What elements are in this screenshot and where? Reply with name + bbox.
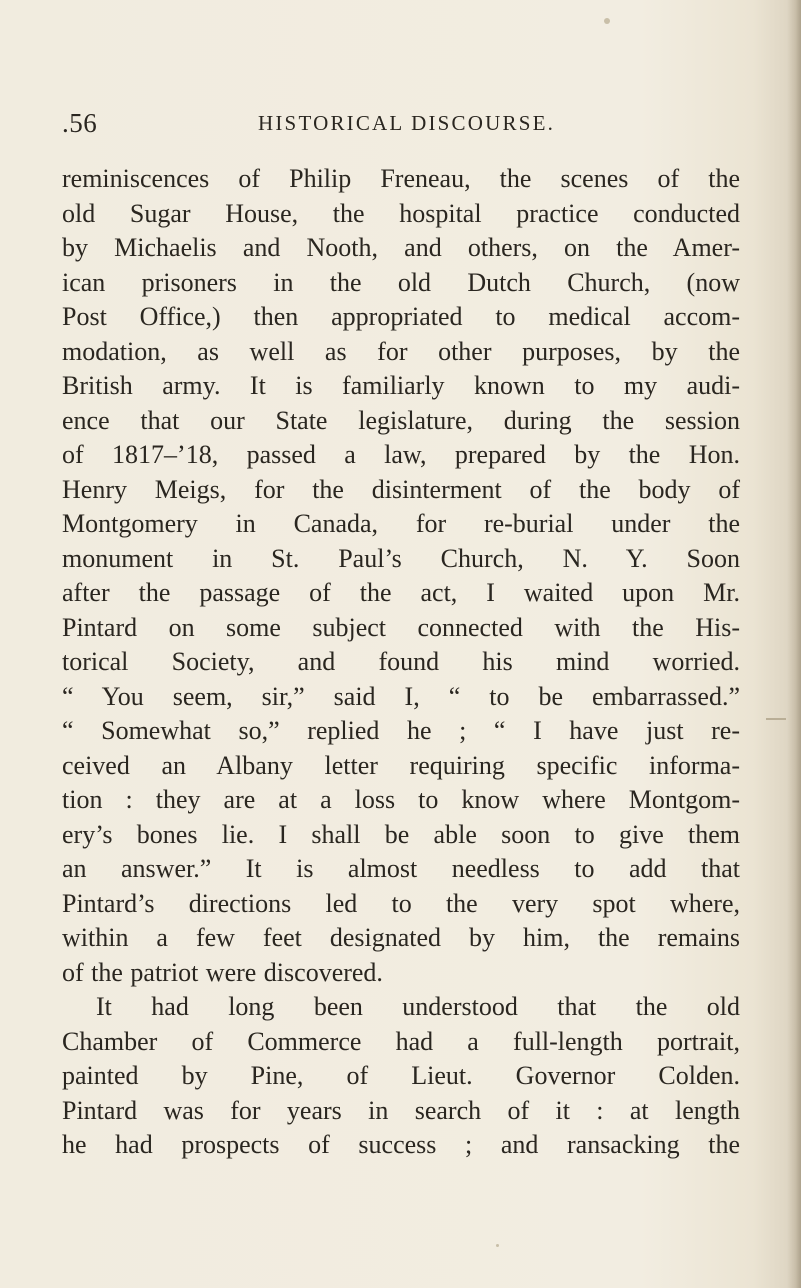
text-line: by Michaelis and Nooth, and others, on the Amer- [62,233,740,262]
text-line: an answer.” It is almost needless to add that [62,854,740,883]
page-header [62,108,738,138]
text-line: Pintard was for years in search of it : at length [62,1095,740,1125]
text-line: Post Office,) then appropriated to medical accom- [62,302,740,331]
page-edge-shadow [787,0,801,1288]
text-line: ican prisoners in the old Dutch Church, (now [62,267,740,297]
text-line: ence that our State legislature, during the session [62,405,740,435]
text-line: he had prospects of success ; and ransacking the [62,1130,740,1159]
text-line: of 1817–’18, passed a law, prepared by the Hon. [62,440,740,469]
text-line: Montgomery in Canada, for re-burial under the [62,509,740,538]
text-line: old Sugar House, the hospital practice conducted [62,198,740,228]
text-line: ery’s bones lie. I shall be able soon to give them [62,819,740,849]
paper-speck [496,1244,499,1247]
text-line: within a few feet designated by him, the remains [62,923,740,952]
text-line: torical Society, and found his mind worried. [62,647,740,676]
body-text [62,162,740,1163]
text-line: Henry Meigs, for the disinterment of the body of [62,474,740,504]
text-line: Chamber of Commerce had a full-length portrait, [62,1026,740,1056]
text-line: Pintard’s directions led to the very spot where, [62,888,740,918]
text-line: reminiscences of Philip Freneau, the scenes of the [62,164,740,193]
text-line: Pintard on some subject connected with the His- [62,612,740,642]
text-line: after the passage of the act, I waited upon Mr. [62,578,740,607]
margin-mark [766,718,786,720]
paragraph-start-line: It had long been understood that the old [96,992,740,1021]
text-line: modation, as well as for other purposes, by the [62,336,740,366]
text-line: ceived an Albany letter requiring specific informa- [62,750,740,780]
text-line: tion : they are at a loss to know where Montgom- [62,785,740,814]
text-line: British army. It is familiarly known to my audi- [62,371,740,400]
running-head: HISTORICAL DISCOURSE. [258,111,556,135]
text-line: painted by Pine, of Lieut. Governor Colden. [62,1061,740,1090]
text-line: monument in St. Paul’s Church, N. Y. Soon [62,543,740,573]
text-line: “ Somewhat so,” replied he ; “ I have just re- [62,716,740,745]
text-line: “ You seem, sir,” said I, “ to be embarrassed.” [62,681,740,711]
paragraph-end-line: of the patriot were discovered. [62,957,383,987]
page-number: .56 [62,108,98,138]
paper-speck [604,18,610,24]
